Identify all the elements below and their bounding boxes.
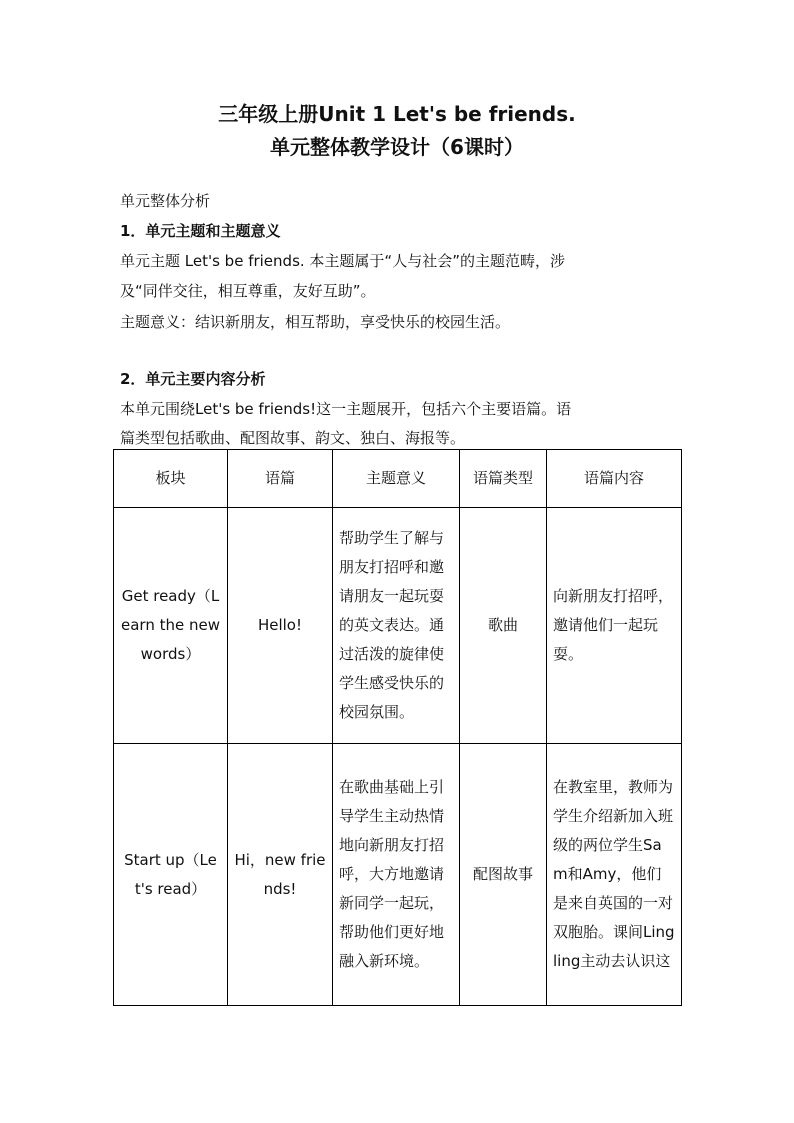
table-header-cell: 主题意义 [333,450,460,508]
paragraph-content-line2: 篇类型包括歌曲、配图故事、韵文、独白、海报等。 [120,429,466,447]
table-row [114,508,682,744]
paragraph-content-line1: 本单元围绕Let's be friends!这一主题展开，包括六个主要语篇。语 [120,400,572,418]
table-cell-section: Start up（Let's read） [114,744,228,1006]
table-cell-content: 向新朋友打招呼，邀请他们一起玩耍。 [547,508,682,744]
paragraph-meaning: 主题意义：结识新朋友，相互帮助，享受快乐的校园生活。 [120,313,511,331]
content-table [113,449,682,1006]
table-cell-text: Hi，new friends! [228,744,333,1006]
table-header-cell: 语篇 [228,450,333,508]
table-header-cell: 语篇内容 [547,450,682,508]
table-cell-content: 在教室里，教师为学生介绍新加入班级的两位学生Sam和Amy，他们是来自英国的一对双胞胎。课间Lingling主动去认识这 [547,744,682,1006]
paragraph-theme-line1: 单元主题 Let's be friends. 本主题属于“人与社会”的主题范畴，涉 [120,252,565,270]
table-row [114,744,682,1006]
table-header-row [114,450,682,508]
paragraph-theme-line2: 及“同伴交往，相互尊重，友好互助”。 [120,282,376,300]
heading-content-analysis: 2．单元主要内容分析 [120,370,266,388]
table-cell-meaning: 在歌曲基础上引导学生主动热情地向新朋友打招呼，大方地邀请新同学一起玩，帮助他们更好地融入新环境。 [333,744,460,1006]
document-title-line1: 三年级上册Unit 1 Let's be friends. [218,102,576,126]
table-header-cell: 语篇类型 [460,450,547,508]
table-header-cell: 板块 [114,450,228,508]
table-cell-meaning: 帮助学生了解与朋友打招呼和邀请朋友一起玩耍的英文表达。通过活泼的旋律使学生感受快乐的校园氛围。 [333,508,460,744]
table-cell-text: Hello! [228,508,333,744]
heading-unit-theme: 1．单元主题和主题意义 [120,222,281,240]
table-cell-type: 配图故事 [460,744,547,1006]
table-cell-type: 歌曲 [460,508,547,744]
document-title-line2: 单元整体教学设计（6课时） [270,135,524,159]
section-label: 单元整体分析 [120,192,211,210]
table-cell-section: Get ready（Learn the new words） [114,508,228,744]
